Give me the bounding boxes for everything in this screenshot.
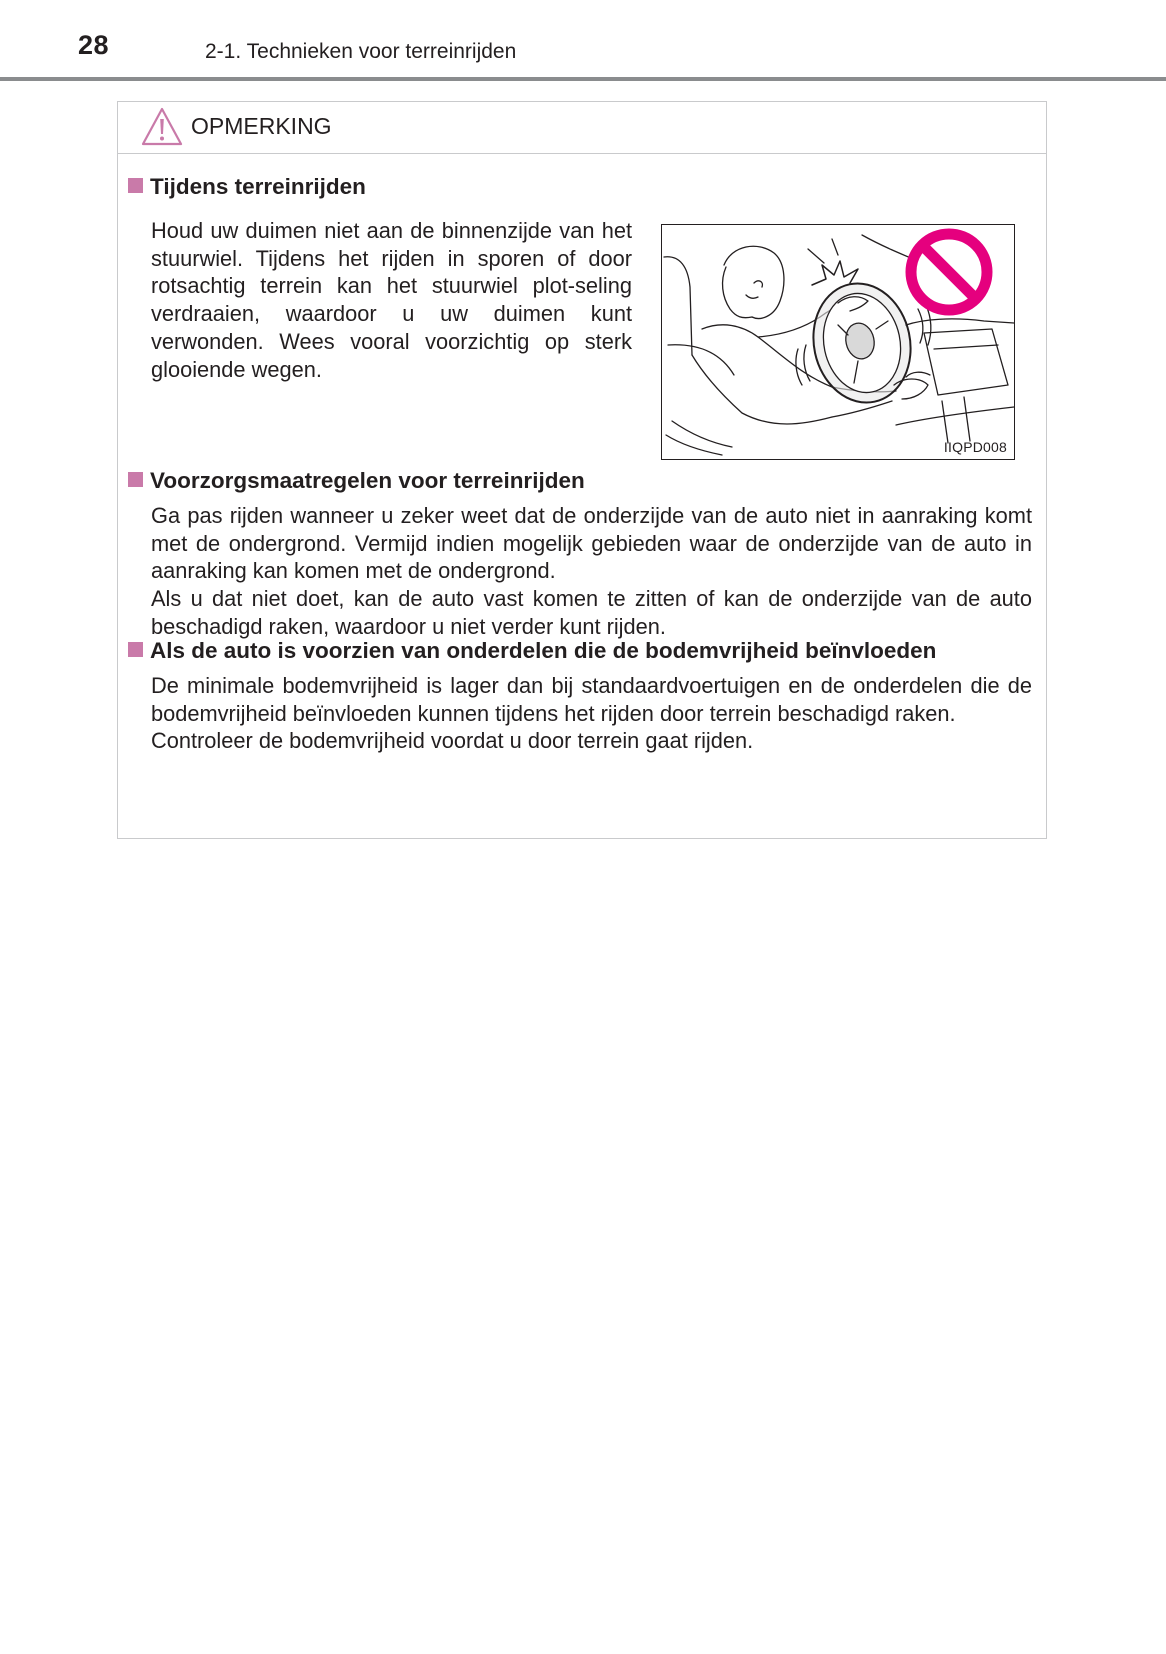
note-label: OPMERKING (191, 113, 332, 139)
note-header (118, 102, 1046, 154)
section-heading-bodemvrijheid (128, 638, 936, 664)
paragraph: Als u dat niet doet, kan de auto vast komen te zitten of kan de onderzijde van de auto beschadigd raken, waardoor u niet verder kunt rijden. (151, 586, 1032, 639)
note-box (117, 101, 1047, 839)
bullet-square-icon (128, 642, 143, 657)
paragraph: Ga pas rijden wanneer u zeker weet dat de onderzijde van de auto niet in aanraking komt met de ondergrond. Vermijd indien mogelijk gebieden waar de onderzijde van de auto in aanraking kan komen met de ondergrond. (151, 503, 1032, 584)
section-heading-text: Voorzorgsmaatregelen voor terreinrijden (150, 468, 585, 493)
header-rule (0, 77, 1166, 81)
bullet-square-icon (128, 178, 143, 193)
section-body (151, 502, 1032, 641)
paragraph: De minimale bodemvrijheid is lager dan bij standaardvoertuigen en de onderdelen die de bodemvrijheid beïnvloeden kunnen tijdens het rijden door terrein beschadigd raken. (151, 673, 1032, 726)
section-title: 2-1. Technieken voor terreinrijden (205, 40, 517, 63)
section-heading-tijdens-terreinrijden (128, 174, 366, 200)
bullet-square-icon (128, 472, 143, 487)
paragraph: Houd uw duimen niet aan de binnenzijde van het stuurwiel. Tijdens het rijden in sporen of door rotsachtig terrein kan het stuurwiel plot-seling verdraaien, waardoor u uw duimen kunt verwonden. Wees vooral voorzichtig op sterk glooiende wegen. (151, 218, 632, 382)
prohibition-icon (662, 225, 1015, 460)
section-body (151, 217, 632, 383)
figure-code: IIQPD008 (943, 439, 1007, 455)
warning-triangle-icon (140, 106, 184, 148)
section-heading-text: Als de auto is voorzien van onderdelen die de bodemvrijheid beïnvloeden (150, 638, 937, 663)
page-number: 28 (78, 30, 110, 60)
section-body (151, 672, 1032, 755)
section-heading-text: Tijdens terreinrijden (150, 174, 366, 199)
steering-wheel-illustration (661, 224, 1015, 460)
paragraph: Controleer de bodemvrijheid voordat u door terrein gaat rijden. (151, 728, 754, 754)
section-heading-voorzorgsmaatregelen (128, 468, 585, 494)
